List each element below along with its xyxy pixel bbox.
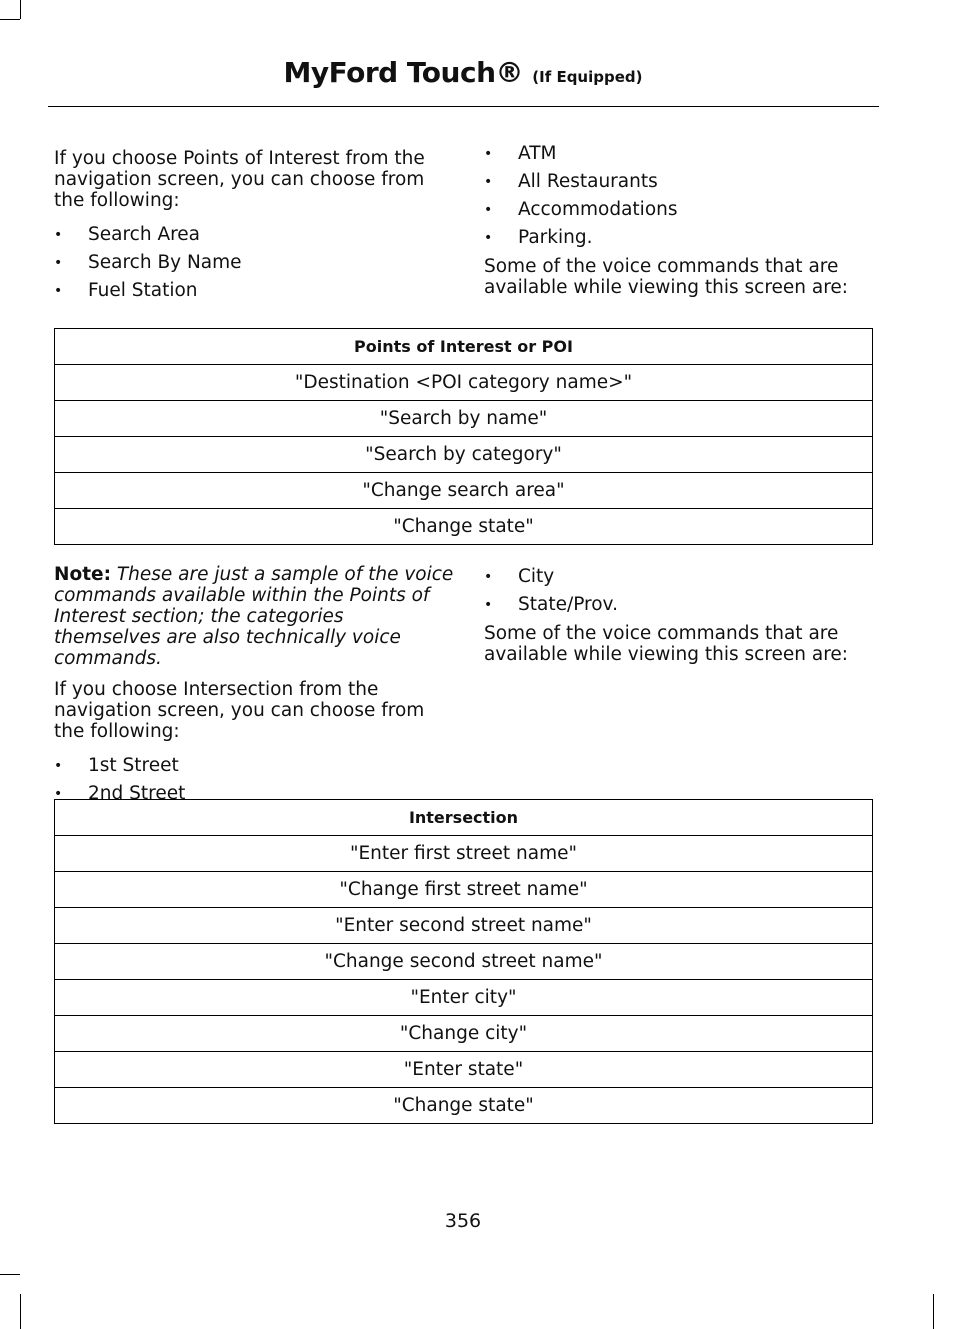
list-item: • All Restaurants — [484, 171, 658, 192]
table-cell: "Change state" — [55, 1088, 873, 1124]
table-header-row — [55, 329, 873, 365]
list-item: • Search Area — [54, 224, 201, 245]
header-divider — [48, 106, 879, 107]
table-row — [55, 944, 873, 980]
list-item: • Search By Name — [54, 252, 242, 273]
list-item: • 2nd Street — [54, 783, 186, 804]
table-header: Points of Interest or POI — [55, 329, 873, 365]
intersection-right-column — [484, 567, 884, 665]
table-row — [55, 401, 873, 437]
table-cell: "Search by name" — [55, 401, 873, 437]
list-item: • ATM — [484, 143, 557, 164]
table-row — [55, 473, 873, 509]
table-cell: "Change second street name" — [55, 944, 873, 980]
table-cell: "Enter second street name" — [55, 908, 873, 944]
list-item: • Fuel Station — [54, 280, 198, 301]
table-cell: "Change state" — [55, 509, 873, 545]
note-text: These are just a sample of the voice commands available within the Points of Interest section; the categories themselves are also technically voice commands. — [54, 564, 454, 669]
poi-commands-table — [54, 328, 873, 545]
list-item: • Accommodations — [484, 199, 678, 220]
table-cell: "Enter first street name" — [55, 836, 873, 872]
intersection-intro-paragraph: If you choose Intersection from the navigation screen, you can choose from the following: — [54, 679, 425, 742]
table-cell: "Change city" — [55, 1016, 873, 1052]
table-cell: "Destination <POI category name>" — [55, 365, 873, 401]
table-row — [55, 1016, 873, 1052]
table-cell: "Change first street name" — [55, 872, 873, 908]
page-title — [0, 56, 926, 89]
table-row — [55, 836, 873, 872]
intersection-more-list — [484, 563, 884, 619]
intersection-left-column — [54, 564, 454, 808]
intersection-commands-table — [54, 799, 873, 1124]
poi-categories-list — [484, 140, 884, 252]
table-row — [55, 509, 873, 545]
table-row — [55, 1052, 873, 1088]
poi-intro-paragraph: If you choose Points of Interest from the navigation screen, you can choose from the following: — [54, 148, 425, 211]
crop-mark — [933, 1294, 934, 1329]
list-item: • City — [484, 566, 555, 587]
table-row — [55, 980, 873, 1016]
page-title-subtitle: (If Equipped) — [532, 68, 643, 86]
crop-mark — [0, 1274, 20, 1275]
intersection-outro-paragraph: Some of the voice commands that are available while viewing this screen are: — [484, 623, 849, 665]
poi-left-column — [54, 148, 454, 305]
crop-mark — [20, 1294, 21, 1329]
page-title-main: MyFord Touch® — [283, 56, 524, 89]
table-cell: "Change search area" — [55, 473, 873, 509]
table-cell: "Enter city" — [55, 980, 873, 1016]
list-item: • 1st Street — [54, 755, 179, 776]
table-row — [55, 437, 873, 473]
table-header: Intersection — [55, 800, 873, 836]
table-cell: "Enter state" — [55, 1052, 873, 1088]
table-cell: "Search by category" — [55, 437, 873, 473]
list-item: • State/Prov. — [484, 594, 618, 615]
note-paragraph — [54, 564, 454, 669]
table-header-row — [55, 800, 873, 836]
table-row — [55, 872, 873, 908]
page-number: 356 — [444, 1210, 482, 1232]
poi-options-list — [54, 221, 454, 305]
table-row — [55, 365, 873, 401]
poi-outro-paragraph: Some of the voice commands that are available while viewing this screen are: — [484, 256, 849, 298]
poi-right-column — [484, 144, 884, 298]
crop-mark — [0, 19, 20, 20]
table-row — [55, 908, 873, 944]
list-item: • Parking. — [484, 227, 593, 248]
table-row — [55, 1088, 873, 1124]
crop-mark — [20, 0, 21, 19]
note-label: Note: — [54, 564, 111, 585]
